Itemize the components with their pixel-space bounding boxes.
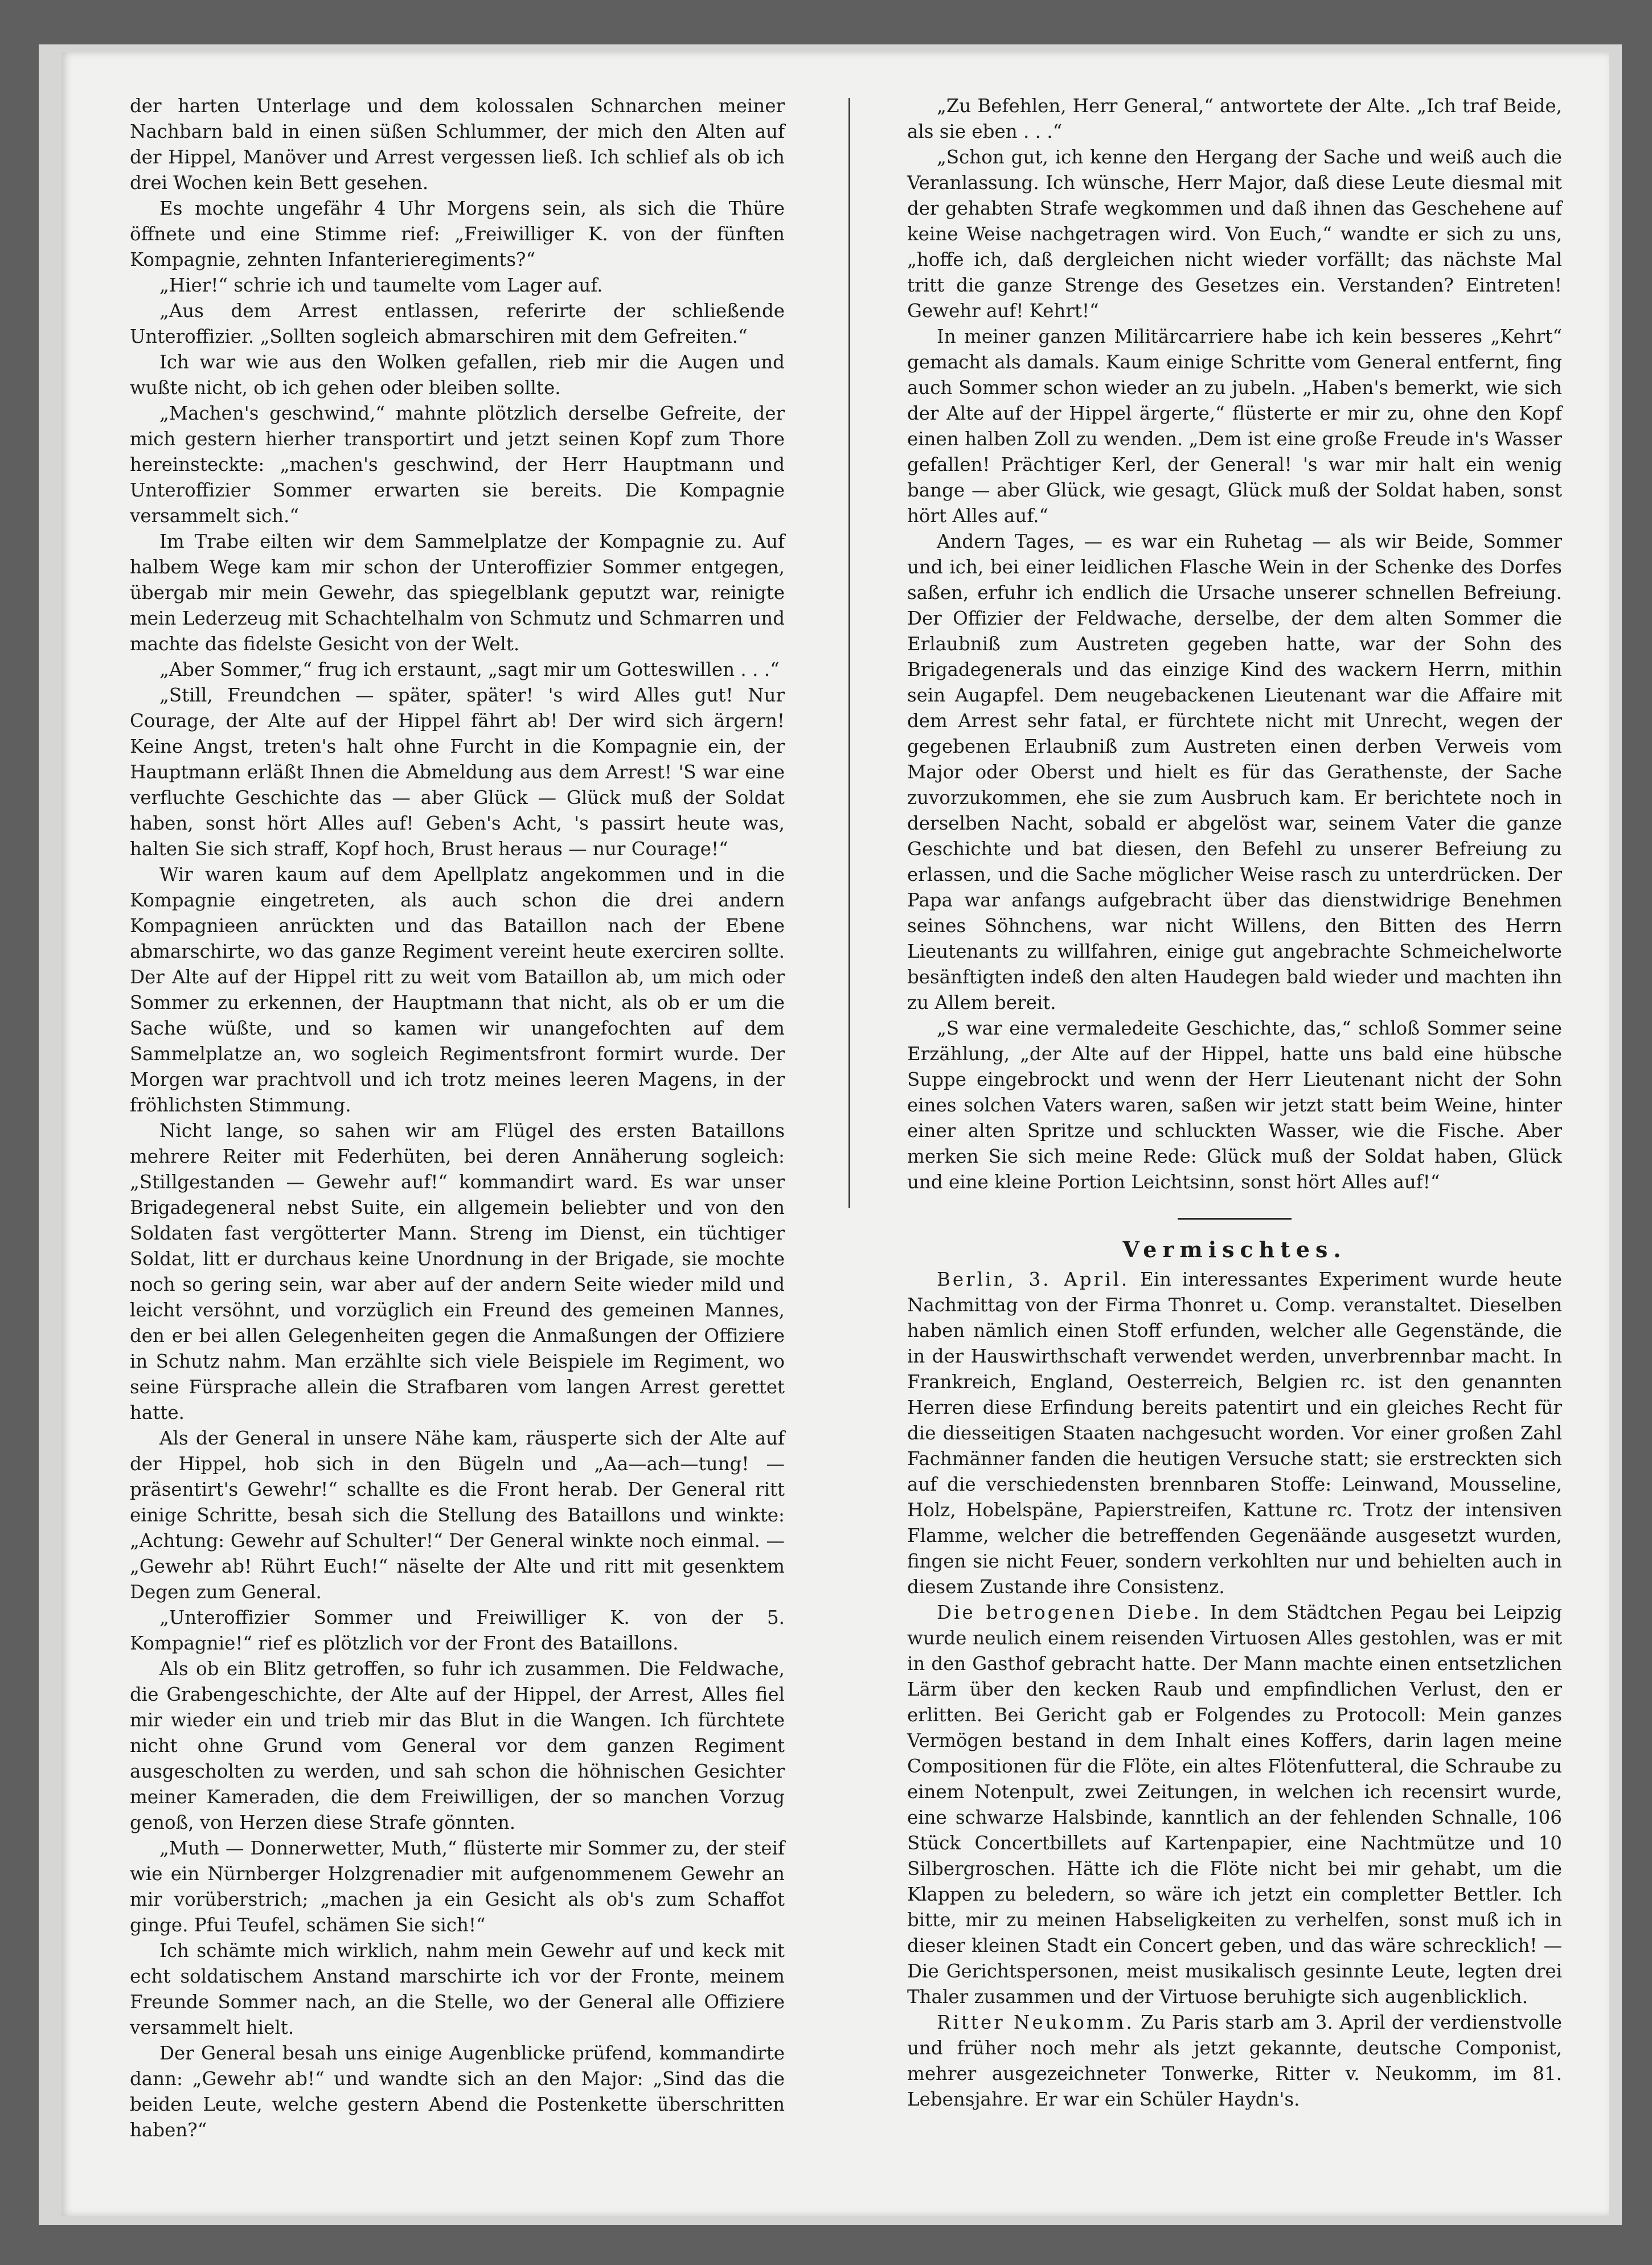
paragraph: Ich schämte mich wirklich, nahm mein Gewehr auf und keck mit echt soldatischem Anstand marschirte ich vor der Fronte, meinem Freunde Sommer nach, an die Stelle, wo der General alle Offiziere versammelt hielt. xyxy=(130,1940,785,2038)
news-item-text: Ein interessantes Experiment wurde heute Nachmittag von der Firma Thonret u. Comp. veranstaltet. Dieselben haben nämlich einen Stoff erfunden, welcher alle Gegenstände, die in der Hauswirthschaft verwendet werden, unverbrennbar macht. In Frankreich, England, Oesterreich, Belgien rc. ist den genannten Herren diese Erfindung bereits patentirt und ein gleiches Recht für die diesseitigen Staaten nachgesucht worden. Vor einer großen Zahl Fachmänner fanden die heutigen Versuche statt; sie erstreckten sich auf die verschiedensten brennbaren Stoffe: Leinwand, Mousseline, Holz, Hobelspäne, Papierstreifen, Kattune rc. Trotz der intensiven Flamme, welcher die betreffenden Gegenäände ausgesetzt wurden, fingen sie nicht Feuer, sondern verkohlten nur und behielten auch in diesem Zustande ihre Consistenz. xyxy=(907,1269,1562,1598)
paragraph: Andern Tages, — es war ein Ruhetag — als wir Beide, Sommer und ich, bei einer leidlichen Flasche Wein in der Schenke des Dorfes saßen, erfuhr ich endlich die Ursache unserer schnellen Befreiung. Der Offizier der Feldwache, derselbe, der dem alten Sommer die Erlaubniß zum Austreten gegeben hatte, war der Sohn des Brigadegenerals und das einzige Kind des wackern Herrn, mithin sein Augapfel. Dem neugebackenen Lieutenant war die Affaire mit dem Arrest sehr fatal, er fürchtete nicht mit Unrecht, wegen der gegebenen Erlaubniß zum Austreten einen derben Verweis vom Major oder Oberst und hielt es für das Gerathenste, der Sache zuvorzukommen, ehe sie zum Ausbruch kam. Er berichtete noch in derselben Nacht, sobald er abgelöst war, seinem Vater die ganze Geschichte und bat diesen, den Befehl zu unserer Befreiung zu erlassen, und die Sache möglicher Weise rasch zu unterdrücken. Der Papa war anfangs aufgebracht über das dienstwidrige Benehmen seines Söhnchens, war nicht Willens, den Bitten des Herrn Lieutenants zu willfahren, einige gut angebrachte Schmeichelworte besänftigten indeß den alten Haudegen bald wieder und machten ihn zu Allem bereit. xyxy=(907,531,1562,1013)
paragraph: „Hier!“ schrie ich und taumelte vom Lager auf. xyxy=(159,274,603,296)
paragraph: Als ob ein Blitz getroffen, so fuhr ich zusammen. Die Feldwache, die Grabengeschichte, der Alte auf der Hippel, der Arrest, Alles fiel mir wieder ein und trieb mir das Blut in die Wangen. Ich fürchtete nicht ohne Grund vom General vor dem ganzen Regiment ausgescholten zu werden, und sah schon die höhnischen Gesichter meiner Kameraden, die dem Freiwilligen, der so manchen Vorzug genoß, von Herzen diese Strafe gönnten. xyxy=(130,1658,785,1833)
paragraph: „Muth — Donnerwetter, Muth,“ flüsterte mir Sommer zu, der steif wie ein Nürnberger Holzgrenadier mit aufgenommenem Gewehr an mir vorüberstrich; „machen ja ein Gesicht als ob's zum Schaffot ginge. Pfui Teufel, schämen Sie sich!“ xyxy=(130,1837,785,1936)
news-section xyxy=(907,1267,1562,2112)
paragraph: Es mochte ungefähr 4 Uhr Morgens sein, als sich die Thüre öffnete und eine Stimme rief: „Freiwilliger K. von der fünften Kompagnie, zehnten Infanterieregiments?“ xyxy=(130,198,785,270)
news-item-text: Zu Paris starb am 3. April der verdienstvolle und früher noch mehr als jetzt gekannte, deutsche Componist, mehrer ausgezeichneter Tonwerke, Ritter v. Neukomm, im 81. Lebensjahre. Er war ein Schüler Haydn's. xyxy=(907,2012,1562,2110)
section-title: Vermischtes. xyxy=(1122,1237,1347,1262)
paragraph: Nicht lange, so sahen wir am Flügel des ersten Bataillons mehrere Reiter mit Federhüten, bei deren Annäherung sogleich: „Stillgestanden — Gewehr auf!“ kommandirt ward. Es war unser Brigadegeneral nebst Suite, ein allgemein beliebter und von den Soldaten fast vergötterter Mann. Streng im Dienst, ein tüchtiger Soldat, litt er durchaus keine Unordnung in der Brigade, sie mochte noch so gering sein, war aber auf der andern Seite wieder mild und leicht versöhnt, und vorzüglich ein Freund des gemeinen Mannes, den er bei allen Gelegenheiten gegen die Anmaßungen der Offiziere in Schutz nahm. Man erzählte sich viele Beispiele im Regiment, wo seine Fürsprache allein die Strafbaren vom langen Arrest gerettet hatte. xyxy=(130,1120,785,1423)
paragraph: „Machen's geschwind,“ mahnte plötzlich derselbe Gefreite, der mich gestern hierher transportirt und jetzt seinen Kopf zum Thore hereinsteckte: „machen's geschwind, der Herr Hauptmann und Unteroffizier Sommer erwarten sie bereits. Die Kompagnie versammelt sich.“ xyxy=(130,403,785,527)
news-item-lead: Berlin, 3. April. xyxy=(937,1269,1130,1290)
news-item-text: In dem Städtchen Pegau bei Leipzig wurde neulich einem reisenden Virtuosen Alles gestohlen, was er mit in den Gasthof gebracht hatte. Der Mann machte einen entsetzlichen Lärm über den kecken Raub und empfindlichen Verlust, den er erlitten. Bei Gericht gab er Folgendes zu Protocoll: Mein ganzes Vermögen bestand in dem Inhalt eines Koffers, darin lagen meine Compositionen für die Flöte, ein altes Flötenfutteral, die Schraube zu einem Notenpult, zwei Zeitungen, in welchen ich recensirt wurde, eine schwarze Halsbinde, kanntlich an der fehlenden Schnalle, 106 Stück Concertbillets auf Kartenpapier, eine Nachtmütze und 10 Silbergroschen. Hätte ich die Flöte nicht bei mir gehabt, um die Klappen zu beledern, so wäre ich jetzt ein completter Bettler. Ich bitte, mir zu meinen Habseligkeiten zu verhelfen, sonst muß ich in dieser kleinen Stadt ein Concert geben, und das wäre schrecklich! — Die Gerichtspersonen, meist musikalisch gesinnte Leute, legten drei Thaler zusammen und der Virtuose beruhigte sich augenblicklich. xyxy=(907,1602,1562,2008)
newspaper-page xyxy=(62,52,1609,2216)
news-item-lead: Die betrogenen Diebe. xyxy=(937,1602,1202,1623)
paragraph: Im Trabe eilten wir dem Sammelplatze der Kompagnie zu. Auf halbem Wege kam mir schon der Unteroffizier Sommer entgegen, übergab mir mein Gewehr, das spiegelblank geputzt war, reinigte mein Lederzeug mit Schachtelhalm von Schmutz und Schmarren und machte das fidelste Gesicht von der Welt. xyxy=(130,531,785,655)
right-column xyxy=(907,93,1562,2112)
paragraph: „Unteroffizier Sommer und Freiwilliger K. von der 5. Kompagnie!“ rief es plötzlich vor der Front des Bataillons. xyxy=(130,1607,785,1654)
paragraph: „Schon gut, ich kenne den Hergang der Sache und weiß auch die Veranlassung. Ich wünsche, Herr Major, daß diese Leute diesmal mit der gehabten Strafe wegkommen und daß ihnen das Geschehene auf keine Weise nachgetragen wird. Von Euch,“ wandte er sich zu uns, „hoffe ich, daß dergleichen nicht wieder vorfällt; das nächste Mal tritt die ganze Strenge des Gesetzes ein. Verstanden? Eintreten! Gewehr auf! Kehrt!“ xyxy=(907,146,1562,322)
left-column xyxy=(130,93,785,2143)
story-continuation xyxy=(907,93,1562,1195)
paragraph: „Aber Sommer,“ frug ich erstaunt, „sagt mir um Gotteswillen . . .“ xyxy=(159,659,780,680)
paragraph: „Zu Befehlen, Herr General,“ antwortete der Alte. „Ich traf Beide, als sie eben . . .“ xyxy=(907,95,1562,142)
paragraph: „Aus dem Arrest entlassen, referirte der schließende Unteroffizier. „Sollten sogleich abmarschiren mit dem Gefreiten.“ xyxy=(130,300,785,347)
paragraph: Ich war wie aus den Wolken gefallen, rieb mir die Augen und wußte nicht, ob ich gehen oder bleiben sollte. xyxy=(130,351,785,399)
paragraph: „Still, Freundchen — später, später! 's wird Alles gut! Nur Courage, der Alte auf der Hippel fährt ab! Der wird sich ärgern! Keine Angst, treten's halt ohne Furcht in die Kompagnie ein, der Hauptmann erläßt Ihnen die Abmeldung aus dem Arrest! 'S war eine verfluchte Geschichte das — aber Glück — Glück muß der Soldat haben, sonst hört Alles auf! Geben's Acht, 's passirt heute was, halten Sie sich straff, Kopf hoch, Brust heraus — nur Courage!“ xyxy=(130,684,785,860)
paragraph: Der General besah uns einige Augenblicke prüfend, kommandirte dann: „Gewehr ab!“ und wandte sich an den Major: „Sind das die beiden Leute, welche gestern Abend die Postenkette überschritten haben?“ xyxy=(130,2042,785,2141)
news-item xyxy=(907,1600,1562,2010)
paragraph: In meiner ganzen Militärcarriere habe ich kein besseres „Kehrt“ gemacht als damals. Kaum einige Schritte vom General entfernt, fing auch Sommer schon wieder an zu jubeln. „Haben's bemerkt, wie sich der Alte auf der Hippel ärgerte,“ flüsterte er mir zu, ohne den Kopf einen halben Zoll zu wenden. „Dem ist eine große Freude in's Wasser gefallen! Prächtiger Kerl, der General! 's war mir halt ein wenig bange — aber Glück, wie gesagt, Glück muß der Soldat haben, sonst hört Alles auf.“ xyxy=(907,326,1562,527)
paragraph: Als der General in unsere Nähe kam, räusperte sich der Alte auf der Hippel, hob sich in den Bügeln und „Aa—ach—tung! — präsentirt's Gewehr!“ schallte es die Front herab. Der General ritt einige Schritte, besah sich die Stellung des Bataillons und winkte: „Achtung: Gewehr auf Schulter!“ Der General winkte noch einmal. — „Gewehr ab! Rührt Euch!“ näselte der Alte und ritt mit gesenktem Degen zum General. xyxy=(130,1427,785,1603)
paragraph: „S war eine vermaledeite Geschichte, das,“ schloß Sommer seine Erzählung, „der Alte auf der Hippel, hatte uns bald eine hübsche Suppe eingebrockt und wenn der Herr Lieutenant nicht der Sohn eines solchen Vaters waren, saßen wir jetzt statt beim Weine, hinter einer alten Spritze und schluckten Wasser, wie die Fische. Aber merken Sie sich meine Rede: Glück muß der Soldat haben, Glück und eine kleine Portion Leichtsinn, sonst hört Alles auf!“ xyxy=(907,1017,1562,1193)
paragraph: der harten Unterlage und dem kolossalen Schnarchen meiner Nachbarn bald in einen süßen Schlummer, der mich den Alten auf der Hippel, Manöver und Arrest vergessen ließ. Ich schlief als ob ich drei Wochen kein Bett gesehen. xyxy=(130,95,785,194)
news-item-lead: Ritter Neukomm. xyxy=(937,2012,1134,2033)
news-item xyxy=(907,2010,1562,2112)
column-divider xyxy=(848,98,850,1208)
news-item xyxy=(907,1267,1562,1600)
section-separator xyxy=(1178,1218,1292,1220)
paragraph: Wir waren kaum auf dem Apellplatz angekommen und in die Kompagnie eingetreten, als auch schon die drei andern Kompagnieen anrückten und das Bataillon nach der Ebene abmarschirte, wo das ganze Regiment vereint heute exerciren sollte. Der Alte auf der Hippel ritt zu weit vom Bataillon ab, um mich oder Sommer zu erkennen, der Hauptmann that nicht, als ob er um die Sache wüßte, und so kamen wir unangefochten auf dem Sammelplatze an, wo sogleich Regimentsfront formirt wurde. Der Morgen war prachtvoll und ich trotz meines leeren Magens, in der fröhlichsten Stimmung. xyxy=(130,864,785,1116)
